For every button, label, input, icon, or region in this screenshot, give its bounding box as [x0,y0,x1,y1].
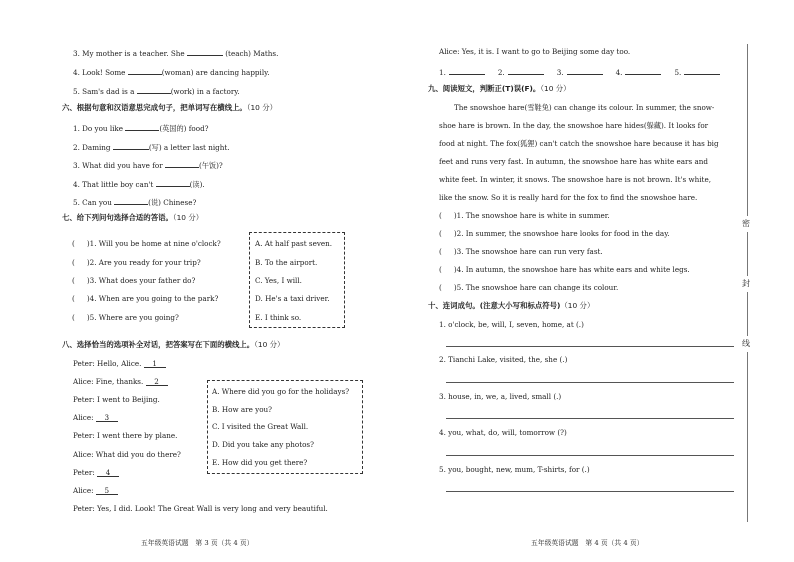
answer-blank[interactable] [567,66,603,75]
answer-blank[interactable]: 4 [97,468,119,477]
section-10-heading: 十、连词成句。(注意大小写和标点符号)（10 分） [428,301,595,310]
section-8-heading: 八、选择恰当的选项补全对话，把答案写在下面的横线上。（10 分） [62,340,285,349]
seal-line-bottom [747,352,748,522]
answer-blank[interactable] [508,66,544,75]
answer-line[interactable] [446,455,734,456]
answer-option-e: E. I think so. [255,313,302,322]
dialog-line-5: Peter: I went there by plane. [73,431,178,440]
answer-blank[interactable] [156,178,190,187]
section-6-item-1: 1. Do you like (英国的) food? [73,124,209,133]
answer-blank[interactable] [625,66,661,75]
answer-blank[interactable] [449,66,485,75]
dialog-option-d: D. Did you take any photos? [212,440,314,449]
answer-line[interactable] [446,418,734,419]
section-7-question-3: ( )3. What does your father do? [72,276,196,285]
answer-blank[interactable] [684,66,720,75]
reorder-item-3: 3. house, in, we, a, lived, small (.) [439,392,562,401]
section-6-heading: 六、根据句意和汉语意思完成句子，把单词写在横线上。（10 分） [62,103,278,112]
answer-option-a: A. At half past seven. [255,239,333,248]
section-9-heading: 九、阅读短文，判断正(T)误(F)。（10 分） [428,84,571,93]
section-7-question-2: ( )2. Are you ready for your trip? [72,258,201,267]
answer-option-b: B. To the airport. [255,258,318,267]
section-7-question-5: ( )5. Where are you going? [72,313,179,322]
dialog-option-a: A. Where did you go for the holidays? [212,387,350,396]
passage-line-3: food at night. The fox(狐狸) can't catch the snowshoe hare because it has big [439,139,719,148]
section-6-item-4: 4. That little boy can't (读). [73,180,205,189]
dialog-line-8: Alice: 5 [73,486,118,496]
passage-line-1: The snowshoe hare(雪鞋兔) can change its colour. In summer, the snow- [454,103,715,112]
tf-item-1: ( )1. The snowshoe hare is white in summer. [439,211,610,220]
reorder-item-2: 2. Tianchi Lake, visited, the, she (.) [439,355,568,364]
answer-option-d: D. He's a taxi driver. [255,294,330,303]
answer-blank[interactable]: 1 [144,359,166,368]
section-7-question-4: ( )4. When are you going to the park? [72,294,219,303]
seal-char-xian: 线 [742,339,750,348]
tf-item-3: ( )3. The snowshoe hare can run very fast. [439,247,603,256]
reorder-item-5: 5. you, bought, new, mum, T-shirts, for (.) [439,465,590,474]
answer-line[interactable] [446,346,734,347]
answer-blank[interactable] [114,196,148,205]
fill-item-4: 4. Look! Some (woman) are dancing happily. [73,68,270,77]
section-6-item-2: 2. Daming (写) a letter last night. [73,143,230,152]
tf-item-4: ( )4. In autumn, the snowshoe hare has white ears and white legs. [439,265,690,274]
answer-option-c: C. Yes, I will. [255,276,302,285]
answer-blank[interactable] [125,122,159,131]
seal-char-feng: 封 [742,279,750,288]
dialog-line-2: Alice: Fine, thanks. 2 [73,377,168,387]
dialog-option-c: C. I visited the Great Wall. [212,422,309,431]
seal-line-mid1 [747,232,748,276]
answer-blank[interactable]: 2 [146,377,168,386]
dialog-line-3: Peter: I went to Beijing. [73,395,160,404]
passage-line-6: like the snow. So it is really hard for the fox to find the snowshoe hare. [439,193,698,202]
seal-line-mid2 [747,292,748,336]
reorder-item-1: 1. o'clock, be, will, I, seven, home, at (.) [439,320,584,329]
answer-blank[interactable] [113,141,149,150]
section-7-heading: 七、给下列问句选择合适的答语。（10 分） [62,213,204,222]
passage-line-2: shoe hare is brown. In the day, the snowshoe hare hides(躲藏). It looks for [439,121,709,130]
answer-sheet-row: 1. 2. 3. 4. 5. [439,66,720,78]
section-6-item-5: 5. Can you (说) Chinese? [73,198,197,207]
tf-item-5: ( )5. The snowshoe hare can change its colour. [439,283,619,292]
passage-line-4: feet and runs very fast. In autumn, the snowshoe hare has white ears and [439,157,708,166]
passage-line-5: white feet. In winter, it snows. The snowshoe hare is not brown. It's white, [439,175,711,184]
dialog-line-1: Peter: Hello, Alice. 1 [73,359,166,369]
section-8-option-box [207,380,363,474]
seal-line-top [747,44,748,216]
dialog-line-9: Peter: Yes, I did. Look! The Great Wall is very long and very beautiful. [73,504,328,513]
answer-blank[interactable] [137,85,171,94]
dialog-ending: Alice: Yes, it is. I want to go to Beijing some day too. [439,47,631,56]
section-7-question-1: ( )1. Will you be home at nine o'clock? [72,239,221,248]
answer-blank[interactable] [187,47,223,56]
reorder-item-4: 4. you, what, do, will, tomorrow (?) [439,428,567,437]
dialog-line-7: Peter: 4 [73,468,119,478]
answer-blank[interactable] [165,159,199,168]
seal-char-mi: 密 [742,219,750,228]
answer-line[interactable] [446,382,734,383]
answer-line[interactable] [446,491,734,492]
right-page-footer: 五年级英语试题 第 4 页（共 4 页） [531,539,644,547]
answer-blank[interactable] [128,66,162,75]
tf-item-2: ( )2. In summer, the snowshoe hare looks for food in the day. [439,229,670,238]
section-6-item-3: 3. What did you have for (午饭)? [73,161,223,170]
answer-blank[interactable]: 5 [96,486,118,495]
left-page-footer: 五年级英语试题 第 3 页（共 4 页） [141,539,254,547]
section-7-answer-box [249,232,345,328]
dialog-line-6: Alice: What did you do there? [73,450,181,459]
answer-blank[interactable]: 3 [96,413,118,422]
dialog-option-b: B. How are you? [212,405,273,414]
dialog-line-4: Alice: 3 [73,413,118,423]
fill-item-3: 3. My mother is a teacher. She (teach) Maths. [73,49,279,58]
dialog-option-e: E. How did you get there? [212,458,308,467]
fill-item-5: 5. Sam's dad is a (work) in a factory. [73,87,240,96]
